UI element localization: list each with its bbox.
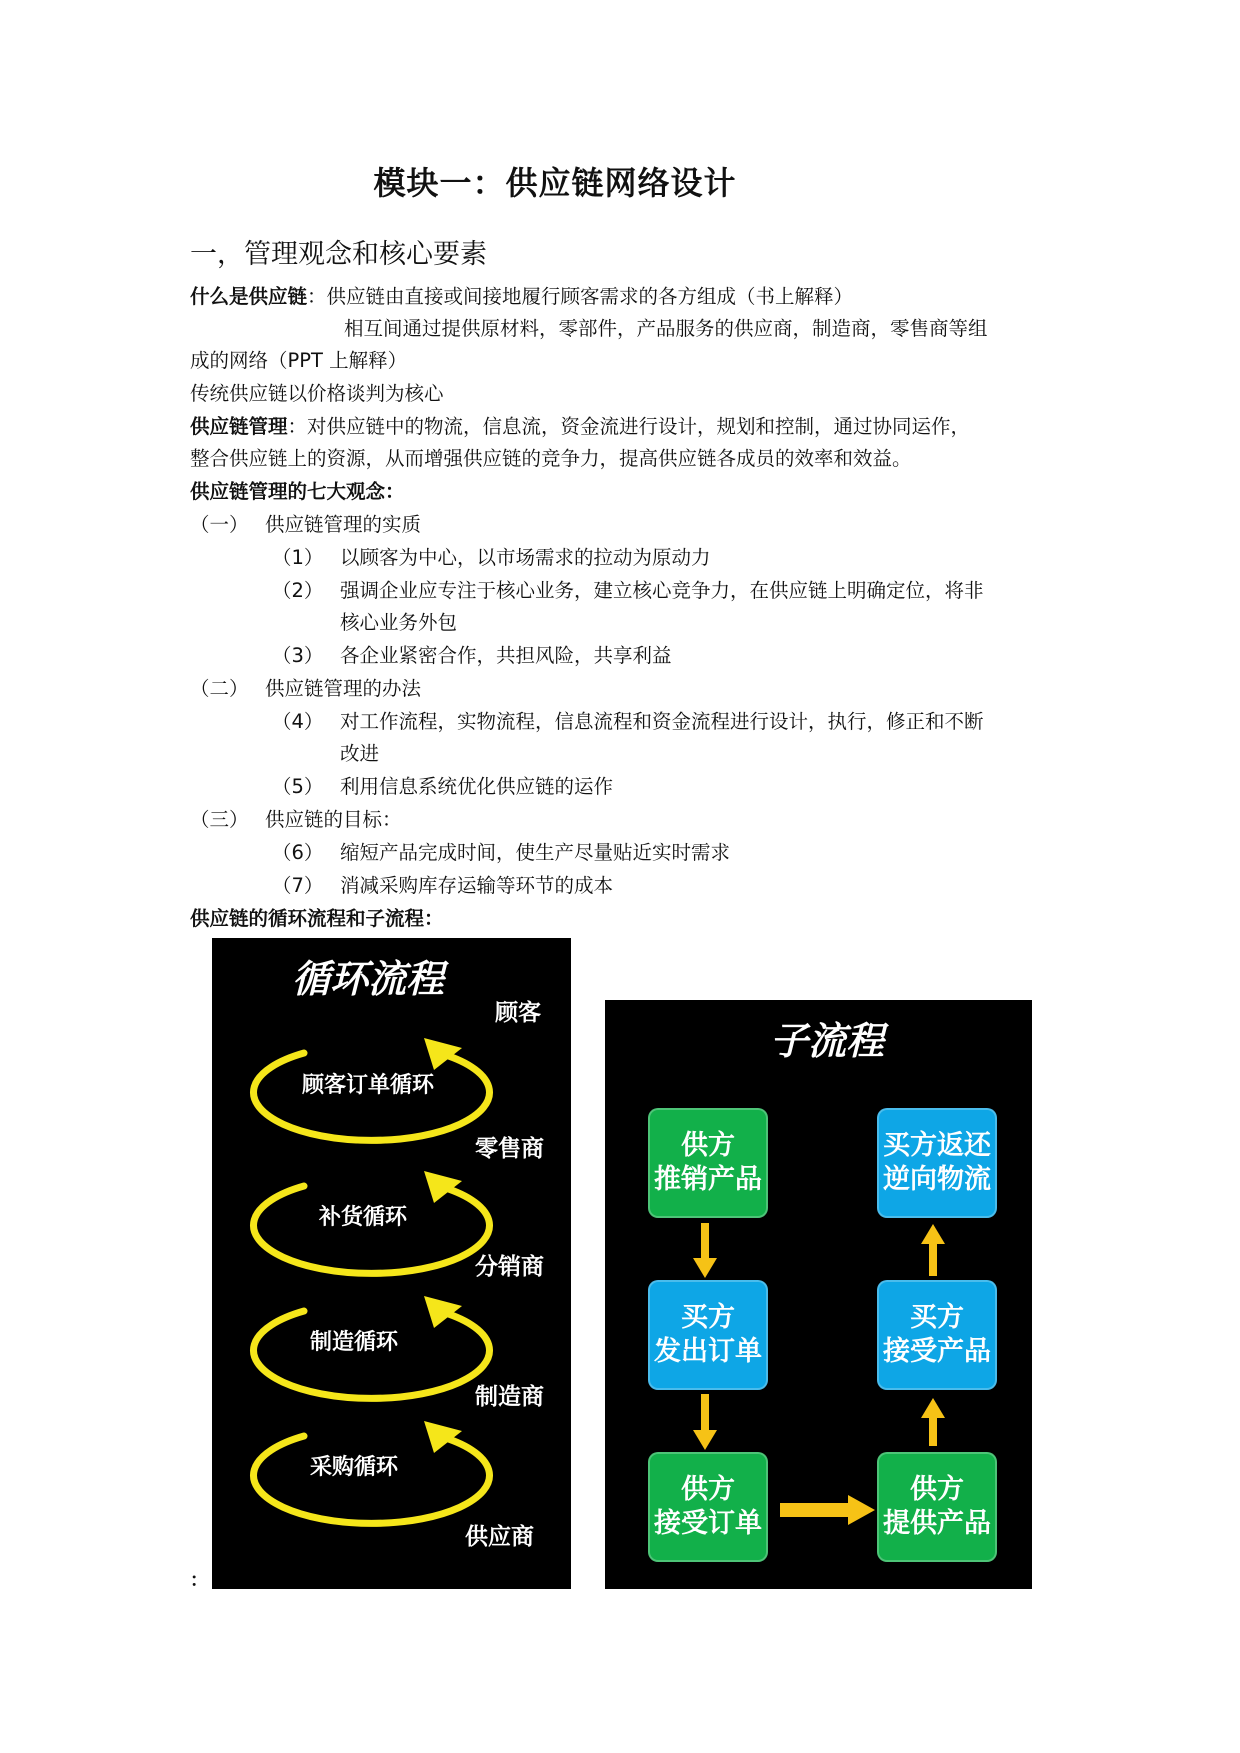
cycle-arrowhead-4: [424, 1421, 462, 1453]
scm-line2: 整合供应链上的资源，从而增强供应链的竞争力，提高供应链各成员的效率和效益。: [190, 447, 912, 470]
group-text: 供应链管理的办法: [265, 677, 422, 700]
section-heading: 一，管理观念和核心要素: [190, 239, 487, 270]
cycle-arrowhead-1: [424, 1038, 462, 1070]
item-text-cont: 改进: [340, 742, 380, 765]
role-supplier: 供应商: [465, 1524, 534, 1550]
item-text: 强调企业应专注于核心业务，建立核心竞争力，在供应链上明确定位，将非: [340, 579, 984, 602]
item-num: （6）: [272, 841, 324, 864]
subprocess-figure-title: 子流程: [770, 1018, 885, 1063]
item-text: 缩短产品完成时间，使生产尽量贴近实时需求: [340, 841, 731, 864]
what-is-sep: ：: [307, 285, 327, 308]
cycle-label-customer-order: 顾客订单循环: [302, 1073, 435, 1098]
role-retailer: 零售商: [475, 1136, 544, 1162]
cycle-process-figure: [212, 938, 571, 1589]
traditional-line: 传统供应链以价格谈判为核心: [190, 382, 444, 405]
item-text: 对工作流程，实物流程，信息流程和资金流程进行设计，执行，修正和不断: [340, 710, 984, 733]
page-title: 模块一：供应链网络设计: [373, 164, 737, 202]
box-buyer-receive: 买方 接受产品: [877, 1280, 997, 1390]
arrow-down-2-head: [693, 1430, 717, 1450]
item-text-cont: 核心业务外包: [340, 611, 458, 634]
item-num: （4）: [272, 710, 324, 733]
group-text: 供应链管理的实质: [265, 513, 422, 536]
arrow-down-1-shaft: [701, 1223, 709, 1261]
group-num: （一）: [190, 513, 249, 536]
subprocess-figure: [605, 1000, 1032, 1589]
item-num: （2）: [272, 579, 324, 602]
cycle-label-manufacture: 制造循环: [310, 1330, 399, 1355]
item-num: （7）: [272, 874, 324, 897]
item-text: 消减采购库存运输等环节的成本: [340, 874, 614, 897]
flows-heading: 供应链的循环流程和子流程：: [190, 907, 444, 930]
cycle-arrowhead-2: [424, 1171, 462, 1203]
box-seller-provide: 供方 提供产品: [877, 1452, 997, 1562]
box-buyer-order: 买方 发出订单: [648, 1280, 768, 1390]
what-is-label: 什么是供应链: [190, 285, 308, 308]
item-num: （1）: [272, 546, 324, 569]
cycle-label-replenish: 补货循环: [319, 1205, 408, 1230]
cycle-figure-title: 循环流程: [292, 956, 445, 1001]
arrow-right-head: [848, 1495, 875, 1525]
seven-heading: 供应链管理的七大观念：: [190, 480, 405, 503]
role-distributor: 分销商: [475, 1254, 544, 1280]
role-customer: 顾客: [495, 1000, 541, 1026]
box-seller-push: 供方 推销产品: [648, 1108, 768, 1218]
scm-line1: [190, 414, 970, 440]
group-num: （二）: [190, 677, 249, 700]
arrow-up-1-head: [921, 1398, 945, 1418]
group-num: （三）: [190, 808, 249, 831]
arrow-up-2-head: [921, 1224, 945, 1244]
group-text: 供应链的目标：: [265, 808, 402, 831]
what-is-line: [190, 284, 853, 310]
cycle-arrowhead-3: [424, 1296, 462, 1328]
arrow-right-shaft: [780, 1503, 850, 1517]
item-num: （3）: [272, 644, 324, 667]
arrow-up-2-shaft: [929, 1242, 937, 1276]
what-is-def2b: 成的网络（PPT 上解释）: [190, 349, 408, 372]
box-seller-accept: 供方 接受订单: [648, 1452, 768, 1562]
scm-label: 供应链管理: [190, 415, 288, 438]
arrow-down-2-shaft: [701, 1394, 709, 1432]
arrow-down-1-head: [693, 1258, 717, 1278]
item-text: 以顾客为中心，以市场需求的拉动为原动力: [340, 546, 711, 569]
scm-text1: ：对供应链中的物流，信息流，资金流进行设计，规划和控制，通过协同运作，: [287, 415, 971, 438]
arrow-up-1-shaft: [929, 1416, 937, 1446]
role-manufacturer: 制造商: [475, 1384, 544, 1410]
box-buyer-return: 买方返还 逆向物流: [877, 1108, 997, 1218]
item-text: 各企业紧密合作，共担风险，共享利益: [340, 644, 672, 667]
item-text: 利用信息系统优化供应链的运作: [340, 775, 614, 798]
what-is-def2a: 相互间通过提供原材料，零部件，产品服务的供应商，制造商，零售商等组: [344, 317, 988, 340]
trailing-colon: ：: [190, 1570, 208, 1591]
cycle-label-procurement: 采购循环: [310, 1455, 399, 1480]
item-num: （5）: [272, 775, 324, 798]
what-is-def1: 供应链由直接或间接地履行顾客需求的各方组成（书上解释）: [326, 285, 854, 308]
